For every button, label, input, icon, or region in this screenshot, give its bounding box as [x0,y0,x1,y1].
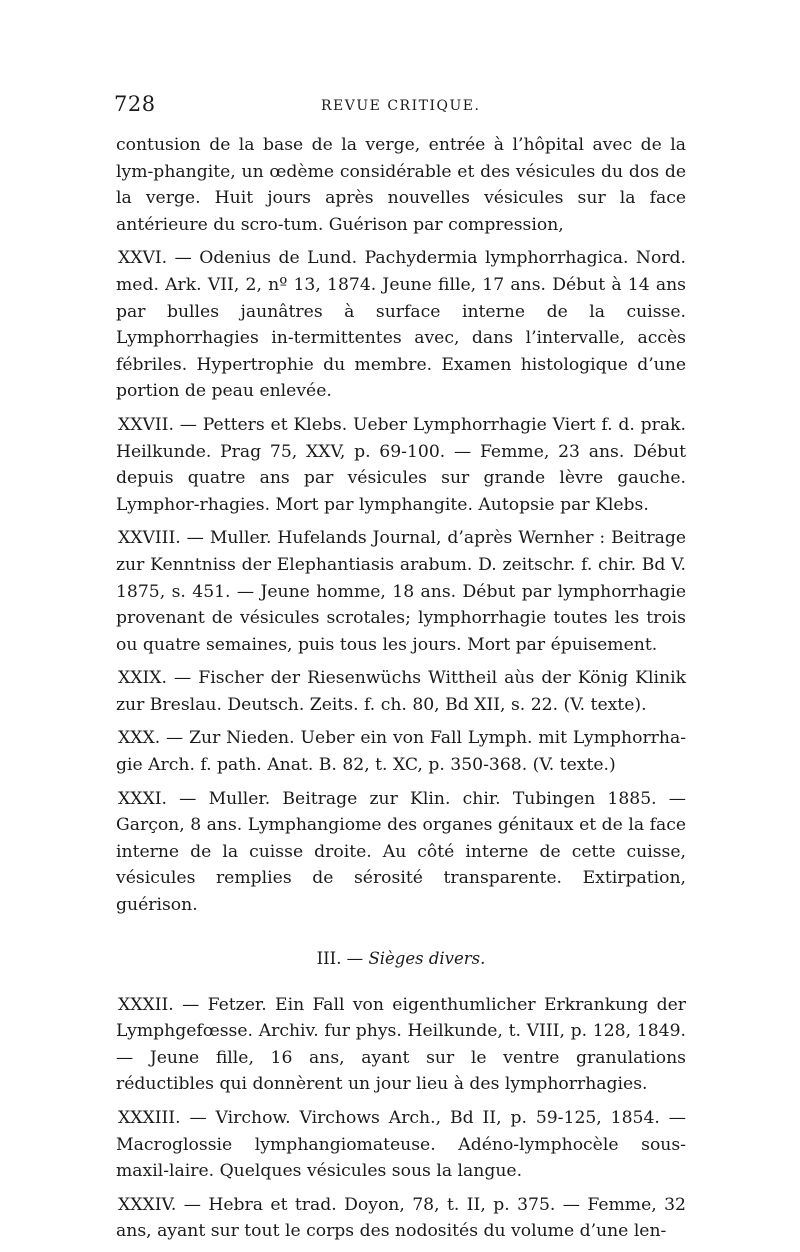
entry-xxix: XXIX. — Fischer der Riesenwüchs Wittheil aùs der König Klinik zur Breslau. Deutsch. Zeits. f. ch. 80, Bd XII, s. 22. (V. texte). [116,668,686,715]
entry-xxvi: XXVI. — Odenius de Lund. Pachydermia lymphorrhagica. Nord. med. Ark. VII, 2, nº 13, 1874. Jeune fille, 17 ans. Début à 14 ans par bulles jaunâtres à surface interne de la cuisse. Lymphorrhagies in-termittentes avec, dans l’intervalle, accès fébriles. Hypertrophie du membre. Examen histologique d’une portion de peau enlevée. [116,248,686,402]
entry-xxviii: XXVIII. — Muller. Hufelands Journal, d’après Wernher : Beitrage zur Kenntniss der Elephantiasis arabum. D. zeitschr. f. chir. Bd V. 1875, s. 451. — Jeune homme, 18 ans. Début par lymphorrhagie provenant de vésicules scrotales; lymphorrhagie toutes les trois ou quatre semaines, puis tous les jours. Mort par épuisement. [116,528,686,655]
section-title: Sièges divers. [368,948,486,968]
section-heading [116,949,686,968]
entry-xxxi: XXXI. — Muller. Beitrage zur Klin. chir. Tubingen 1885. — Garçon, 8 ans. Lymphangiome des organes génitaux et de la face interne de la cuisse droite. Au côté interne de cette cuisse, vésicules remplies de sérosité transparente. Extirpation, guérison. [116,788,686,916]
running-head [116,92,686,122]
page-number: 728 [114,92,156,116]
section-number: III. — [316,948,364,968]
book-page [116,92,686,1252]
entry-xxxii: XXXII. — Fetzer. Ein Fall von eigenthumlicher Erkrankung der Lymphgefœsse. Archiv. fur phys. Heilkunde, t. VIII, p. 128, 1849. — Jeune fille, 16 ans, ayant sur le ventre granulations réductibles qui donnèrent un jour lieu à des lymphorrhagies. [116,994,686,1095]
entry-xxx: XXX. — Zur Nieden. Ueber ein von Fall Lymph. mit Lymphorrha-gie Arch. f. path. Anat. B. 82, t. XC, p. 350-368. (V. texte.) [116,728,686,776]
running-title: REVUE CRITIQUE. [321,98,481,114]
entry-xxxiii: XXXIII. — Virchow. Virchows Arch., Bd II, p. 59-125, 1854. — Macroglossie lymphangiomateuse. Adéno-lymphocèle sous-maxil-laire. Quelques vésicules sous la langue. [116,1108,686,1182]
entry-xxvii: XXVII. — Petters et Klebs. Ueber Lymphorrhagie Viert f. d. prak. Heilkunde. Prag 75, XXV, p. 69-100. — Femme, 23 ans. Début depuis quatre ans par vésicules sur grande lèvre gauche. Lymphor-rhagies. Mort par lymphangite. Autopsie par Klebs. [116,414,686,515]
paragraph-continuation: contusion de la base de la verge, entrée à l’hôpital avec de la lym-phangite, un œdème considérable et des vésicules du dos de la verge. Huit jours après nouvelles vésicules sur la face antérieure du scro-tum. Guérison par compression, [116,135,686,235]
entry-xxxiv: XXXIV. — Hebra et trad. Doyon, 78, t. II, p. 375. — Femme, 32 ans, ayant sur tout le corps des nodosités du volume d’une len- [116,1194,686,1242]
